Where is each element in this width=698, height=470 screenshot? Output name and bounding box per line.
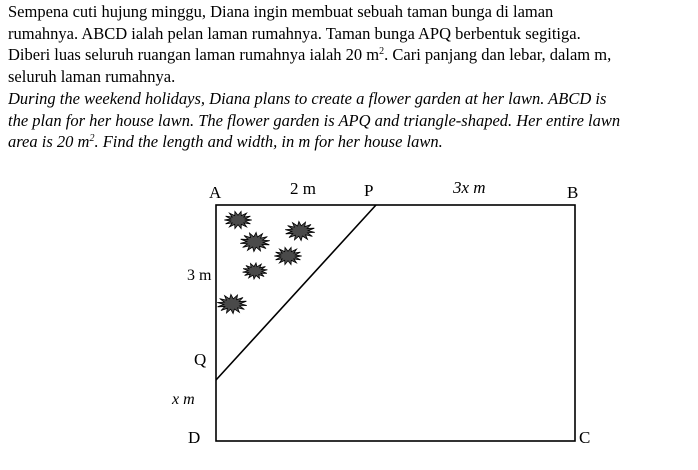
vertex-a-label: A [209, 183, 222, 202]
english-line-2: the plan for her house lawn. The flower garden is APQ and triangle-shaped. Her entire lawn [8, 110, 621, 130]
dimension-qd-label: x m [172, 391, 195, 408]
flower-icon [217, 294, 247, 313]
malay-line-2: rumahnya. ABCD ialah pelan laman rumahnya. Taman bunga APQ berbentuk segitiga. [8, 23, 581, 43]
dimension-aq-label: 3 m [187, 267, 212, 284]
dimension-pb-label: 3x m [453, 178, 486, 197]
english-area-exponent: 2 [89, 133, 95, 144]
malay-area-exponent: 2 [379, 46, 385, 57]
vertex-q-label: Q [194, 350, 207, 369]
flower-icon [285, 221, 315, 240]
vertex-b-label: B [567, 183, 579, 202]
vertex-d-label: D [188, 428, 201, 447]
lawn-rectangle-abcd [216, 205, 575, 441]
vertex-c-label: C [579, 428, 591, 447]
english-question-tail: . Find the length and width, in m for her house lawn. [94, 132, 443, 151]
flower-icon [224, 211, 252, 228]
english-area-text: area is 20 m [8, 132, 90, 151]
flower-icon [243, 263, 268, 279]
dimension-ap-label: 2 m [290, 179, 316, 198]
malay-line-4: seluruh laman rumahnya. [8, 66, 176, 86]
malay-question-tail: . Cari panjang dan lebar, dalam m, [384, 45, 612, 64]
english-line-1: During the weekend holidays, Diana plans to create a flower garden at her lawn. ABCD is [8, 89, 607, 108]
flower-icon [274, 247, 301, 264]
malay-line-1: Sempena cuti hujung minggu, Diana ingin membuat sebuah taman bunga di laman [8, 2, 554, 21]
malay-area-text: Diberi luas seluruh ruangan laman rumahnya ialah 20 m [8, 45, 380, 64]
flower-cluster [217, 211, 315, 313]
flower-icon [240, 232, 270, 251]
vertex-p-label: P [364, 181, 374, 200]
